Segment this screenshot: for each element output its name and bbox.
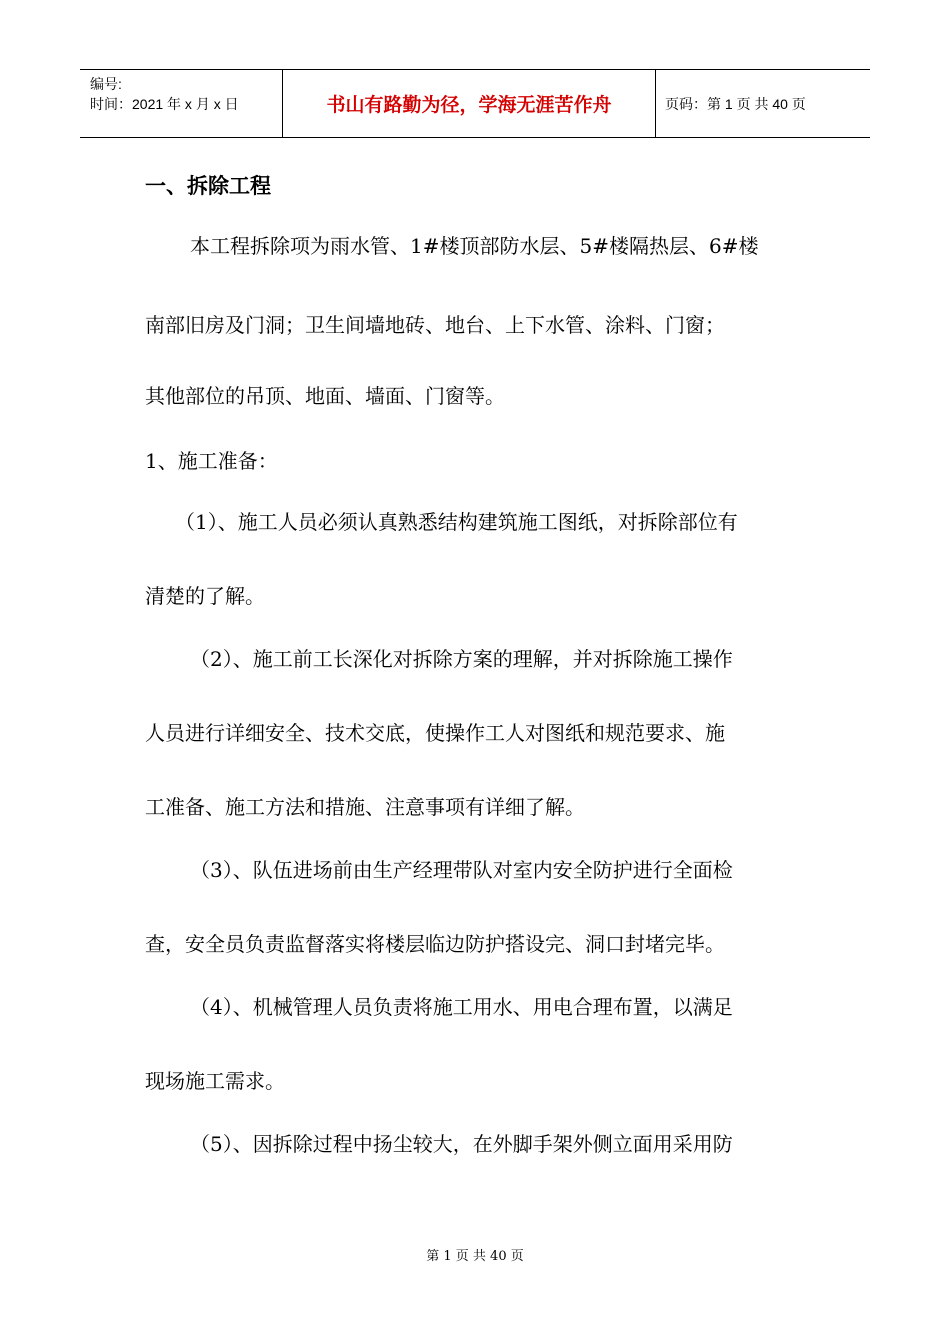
body-line: 1、施工准备：: [145, 449, 278, 473]
body-line: （2）、施工前工长深化对拆除方案的理解，并对拆除施工操作: [190, 647, 733, 671]
body-line: 工准备、施工方法和措施、注意事项有详细了解。: [145, 795, 585, 819]
body-line: （3）、队伍进场前由生产经理带队对室内安全防护进行全面检: [190, 858, 733, 882]
body-line: 其他部位的吊顶、地面、墙面、门窗等。: [145, 384, 505, 408]
body-line: 人员进行详细安全、技术交底，使操作工人对图纸和规范要求、施: [145, 721, 725, 745]
header-divider: [655, 70, 656, 137]
header-motto: 书山有路勤为径，学海无涯苦作舟: [326, 94, 612, 116]
body-line: （1）、施工人员必须认真熟悉结构建筑施工图纸，对拆除部位有: [175, 510, 738, 534]
body-line: 清楚的了解。: [145, 584, 265, 608]
body-line: （4）、机械管理人员负责将施工用水、用电合理布置，以满足: [190, 995, 733, 1019]
body-line: 查，安全员负责监督落实将楼层临边防护搭设完、洞口封堵完毕。: [145, 932, 725, 956]
page-footer: 第 1 页 共 40 页: [426, 1249, 524, 1264]
body-line: （5）、因拆除过程中扬尘较大，在外脚手架外侧立面用采用防: [190, 1132, 733, 1156]
header-meta: [90, 74, 280, 114]
section-heading: 一、拆除工程: [145, 174, 271, 198]
body-line: 南部旧房及门洞；卫生间墙地砖、地台、上下水管、涂料、门窗；: [145, 313, 725, 337]
body-line: 本工程拆除项为雨水管、1#楼顶部防水层、5#楼隔热层、6#楼: [190, 234, 759, 258]
header-page-info: 页码：第 1 页 共 40 页: [665, 95, 806, 112]
body-line: 现场施工需求。: [145, 1069, 285, 1093]
time-label: 时间：2021 年 x 月 x 日: [90, 96, 239, 112]
header-table: [80, 69, 870, 138]
number-label: 编号:: [90, 76, 122, 92]
